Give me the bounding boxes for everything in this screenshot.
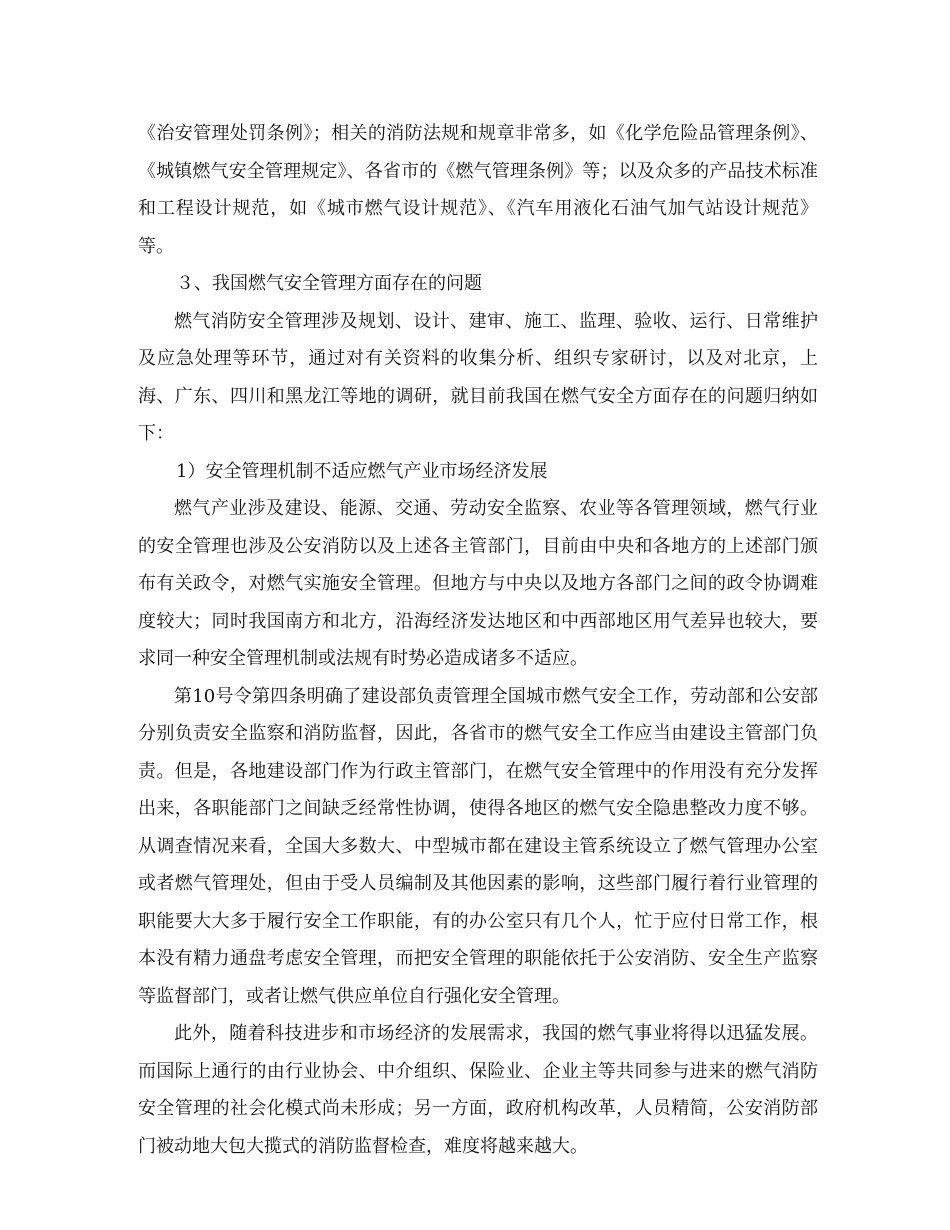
paragraph-order-10: 第10号令第四条明确了建设部负责管理全国城市燃气安全工作，劳动部和公安部分别负责安全监察和消防监督，因此，各省市的燃气安全工作应当由建设主管部门负责。但是，各地建设部门作为行政主管部门，在燃气安全管理中的作用没有充分发挥出来，各职能部门之间缺乏经常性协调，使得各地区的燃气安全隐患整改力度不够。从调查情况来看，全国大多数大、中型城市都在建设主管系统设立了燃气管理办公室或者燃气管理处，但由于受人员编制及其他因素的影响，这些部门履行着行业管理的职能要大大多于履行安全工作职能，有的办公室只有几个人，忙于应付日常工作，根本没有精力通盘考虑安全管理，而把安全管理的职能依托于公安消防、安全生产监察等监督部门，或者让燃气供应单位自行强化安全管理。	[138, 685, 818, 1007]
subsection-heading-1: 1）安全管理机制不适应燃气产业市场经济发展	[176, 460, 548, 482]
document-body	[138, 115, 818, 1165]
paragraph-industry-scope: 燃气产业涉及建设、能源、交通、劳动安全监察、农业等各管理领域，燃气行业的安全管理也涉及公安消防以及上述各主管部门，目前由中央和各地方的上述部门颁布有关政令，对燃气实施安全管理。但地方与中央以及地方各部门之间的政令协调难度较大；同时我国南方和北方，沿海经济发达地区和中西部地区用气差异也较大，要求同一种安全管理机制或法规有时势必造成诸多不适应。	[138, 498, 818, 669]
paragraph-regulations-list: 《治安管理处罚条例》；相关的消防法规和规章非常多，如《化学危险品管理条例》、《城镇燃气安全管理规定》、各省市的《燃气管理条例》等；以及众多的产品技术标准和工程设计规范，如《城市燃气设计规范》、《汽车用液化石油气加气站设计规范》等。	[138, 123, 818, 257]
paragraph-problems-intro: 燃气消防安全管理涉及规划、设计、建审、施工、监理、验收、运行、日常维护及应急处理等环节，通过对有关资料的收集分析、组织专家研讨，以及对北京，上海、广东、四川和黑龙江等地的调研，就目前我国在燃气安全方面存在的问题归纳如下：	[138, 310, 818, 444]
section-heading-3: ３、我国燃气安全管理方面存在的问题	[176, 273, 482, 294]
paragraph-moreover: 此外，随着科技进步和市场经济的发展需求，我国的燃气事业将得以迅猛发展。而国际上通行的由行业协会、中介组织、保险业、企业主等共同参与进来的燃气消防安全管理的社会化模式尚未形成；另一方面，政府机构改革，人员精简，公安消防部门被动地大包大揽式的消防监督检查，难度将越来越大。	[138, 1023, 818, 1157]
